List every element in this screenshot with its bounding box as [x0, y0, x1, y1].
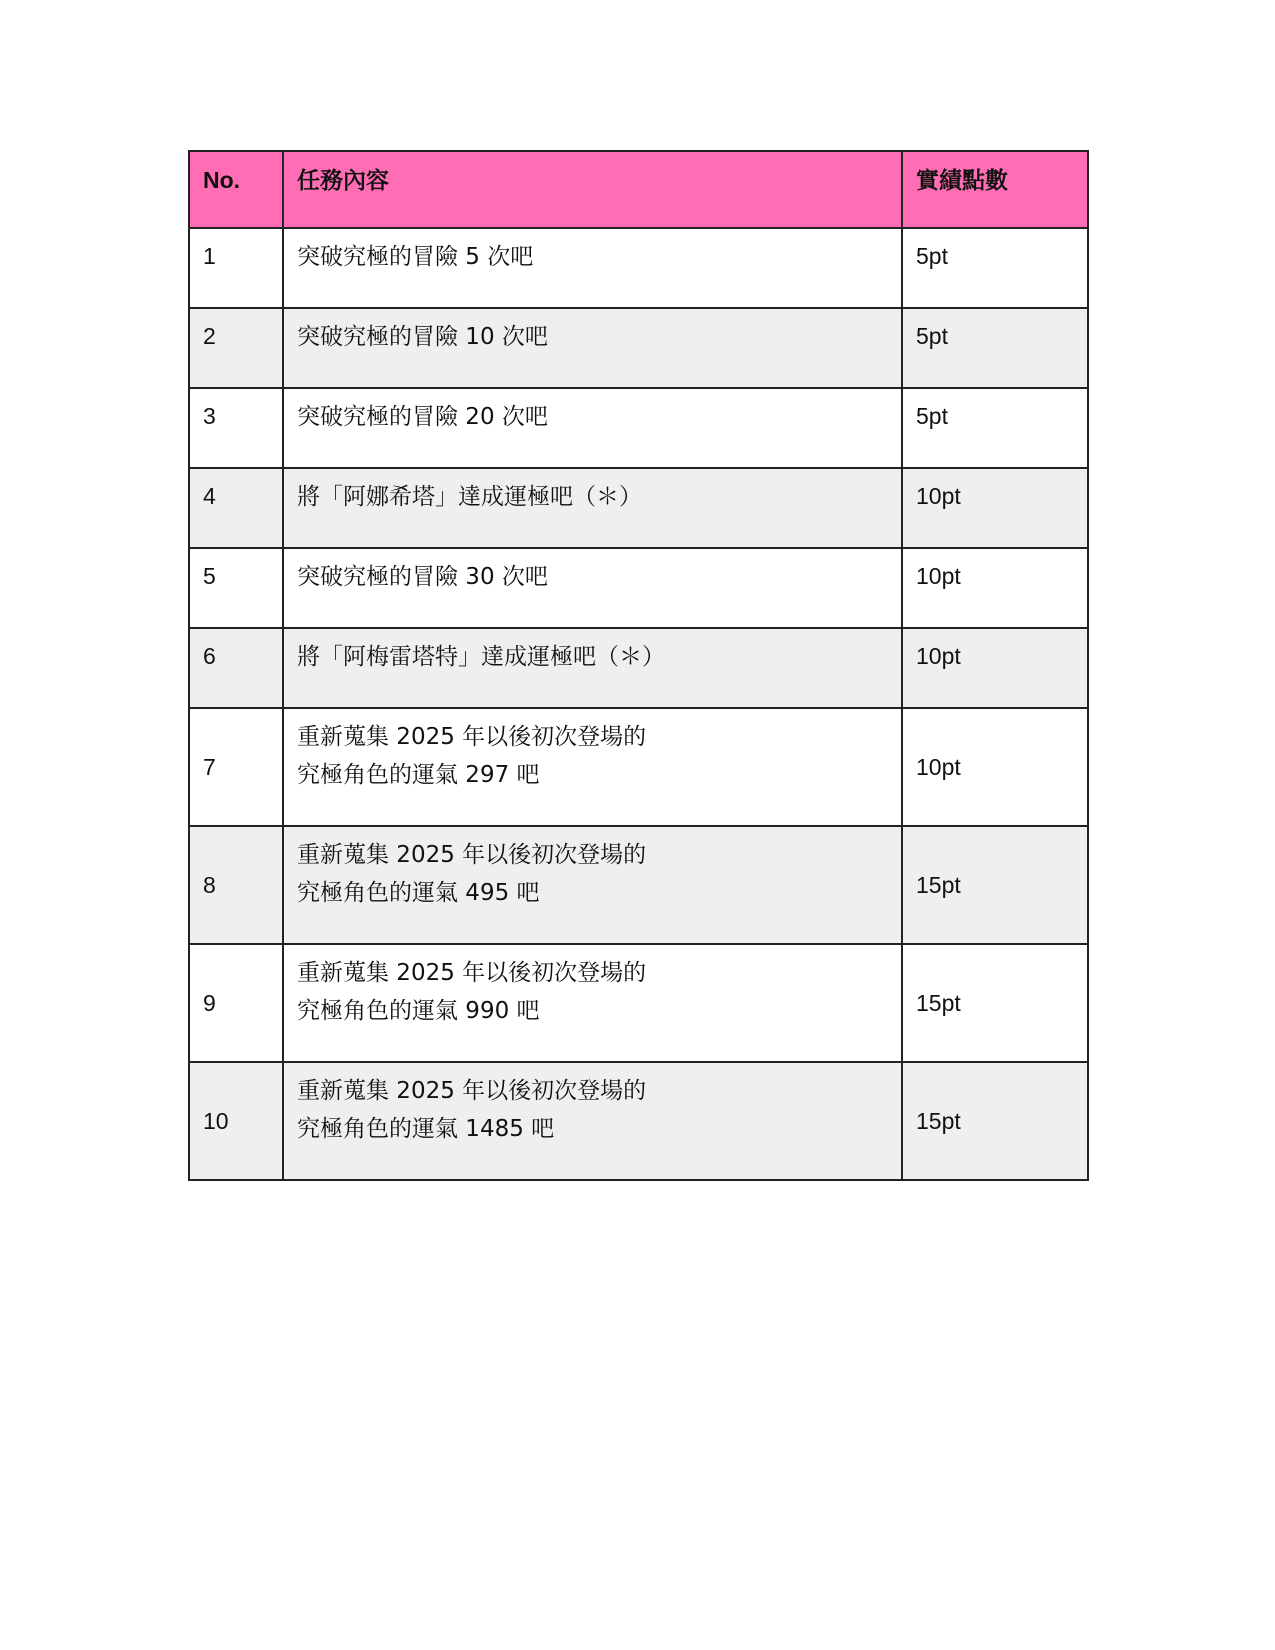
- row-no: 10: [189, 1062, 283, 1180]
- table-row: [189, 708, 1088, 826]
- table-row: [189, 944, 1088, 1062]
- row-no: 7: [189, 708, 283, 826]
- row-task: 突破究極的冒險 30 次吧: [297, 564, 548, 590]
- row-points: 10pt: [902, 468, 1088, 548]
- table-header: [189, 151, 1088, 228]
- row-task: 重新蒐集 2025 年以後初次登場的 究極角色的運氣 297 吧: [297, 724, 647, 788]
- table-row: [189, 548, 1088, 628]
- row-points: 5pt: [902, 308, 1088, 388]
- table-row: [189, 826, 1088, 944]
- row-task: 突破究極的冒險 10 次吧: [297, 324, 548, 350]
- header-no: No.: [189, 151, 283, 228]
- table-row: [189, 628, 1088, 708]
- row-no: 6: [189, 628, 283, 708]
- row-points: 15pt: [902, 944, 1088, 1062]
- row-task: 將「阿梅雷塔特」達成運極吧（＊）: [297, 644, 665, 670]
- row-task: 重新蒐集 2025 年以後初次登場的 究極角色的運氣 495 吧: [297, 842, 647, 906]
- row-points: 15pt: [902, 826, 1088, 944]
- row-no: 4: [189, 468, 283, 548]
- row-points: 15pt: [902, 1062, 1088, 1180]
- header-points: 實績點數: [902, 151, 1088, 228]
- row-points: 5pt: [902, 228, 1088, 308]
- table-row: [189, 388, 1088, 468]
- row-task: 重新蒐集 2025 年以後初次登場的 究極角色的運氣 1485 吧: [297, 1078, 647, 1142]
- table-row: [189, 1062, 1088, 1180]
- row-task: 重新蒐集 2025 年以後初次登場的 究極角色的運氣 990 吧: [297, 960, 647, 1024]
- row-points: 10pt: [902, 708, 1088, 826]
- row-task: 突破究極的冒險 5 次吧: [297, 244, 534, 270]
- row-task: 突破究極的冒險 20 次吧: [297, 404, 548, 430]
- row-no: 5: [189, 548, 283, 628]
- table-row: [189, 468, 1088, 548]
- header-row: [189, 151, 1088, 228]
- table-row: [189, 228, 1088, 308]
- row-no: 9: [189, 944, 283, 1062]
- row-points: 5pt: [902, 388, 1088, 468]
- row-no: 2: [189, 308, 283, 388]
- row-points: 10pt: [902, 628, 1088, 708]
- table-row: [189, 308, 1088, 388]
- row-no: 1: [189, 228, 283, 308]
- header-task: 任務內容: [283, 151, 902, 228]
- table-body: [189, 228, 1088, 1180]
- mission-table: [188, 150, 1089, 1181]
- row-no: 8: [189, 826, 283, 944]
- row-task: 將「阿娜希塔」達成運極吧（＊）: [297, 484, 642, 510]
- row-no: 3: [189, 388, 283, 468]
- row-points: 10pt: [902, 548, 1088, 628]
